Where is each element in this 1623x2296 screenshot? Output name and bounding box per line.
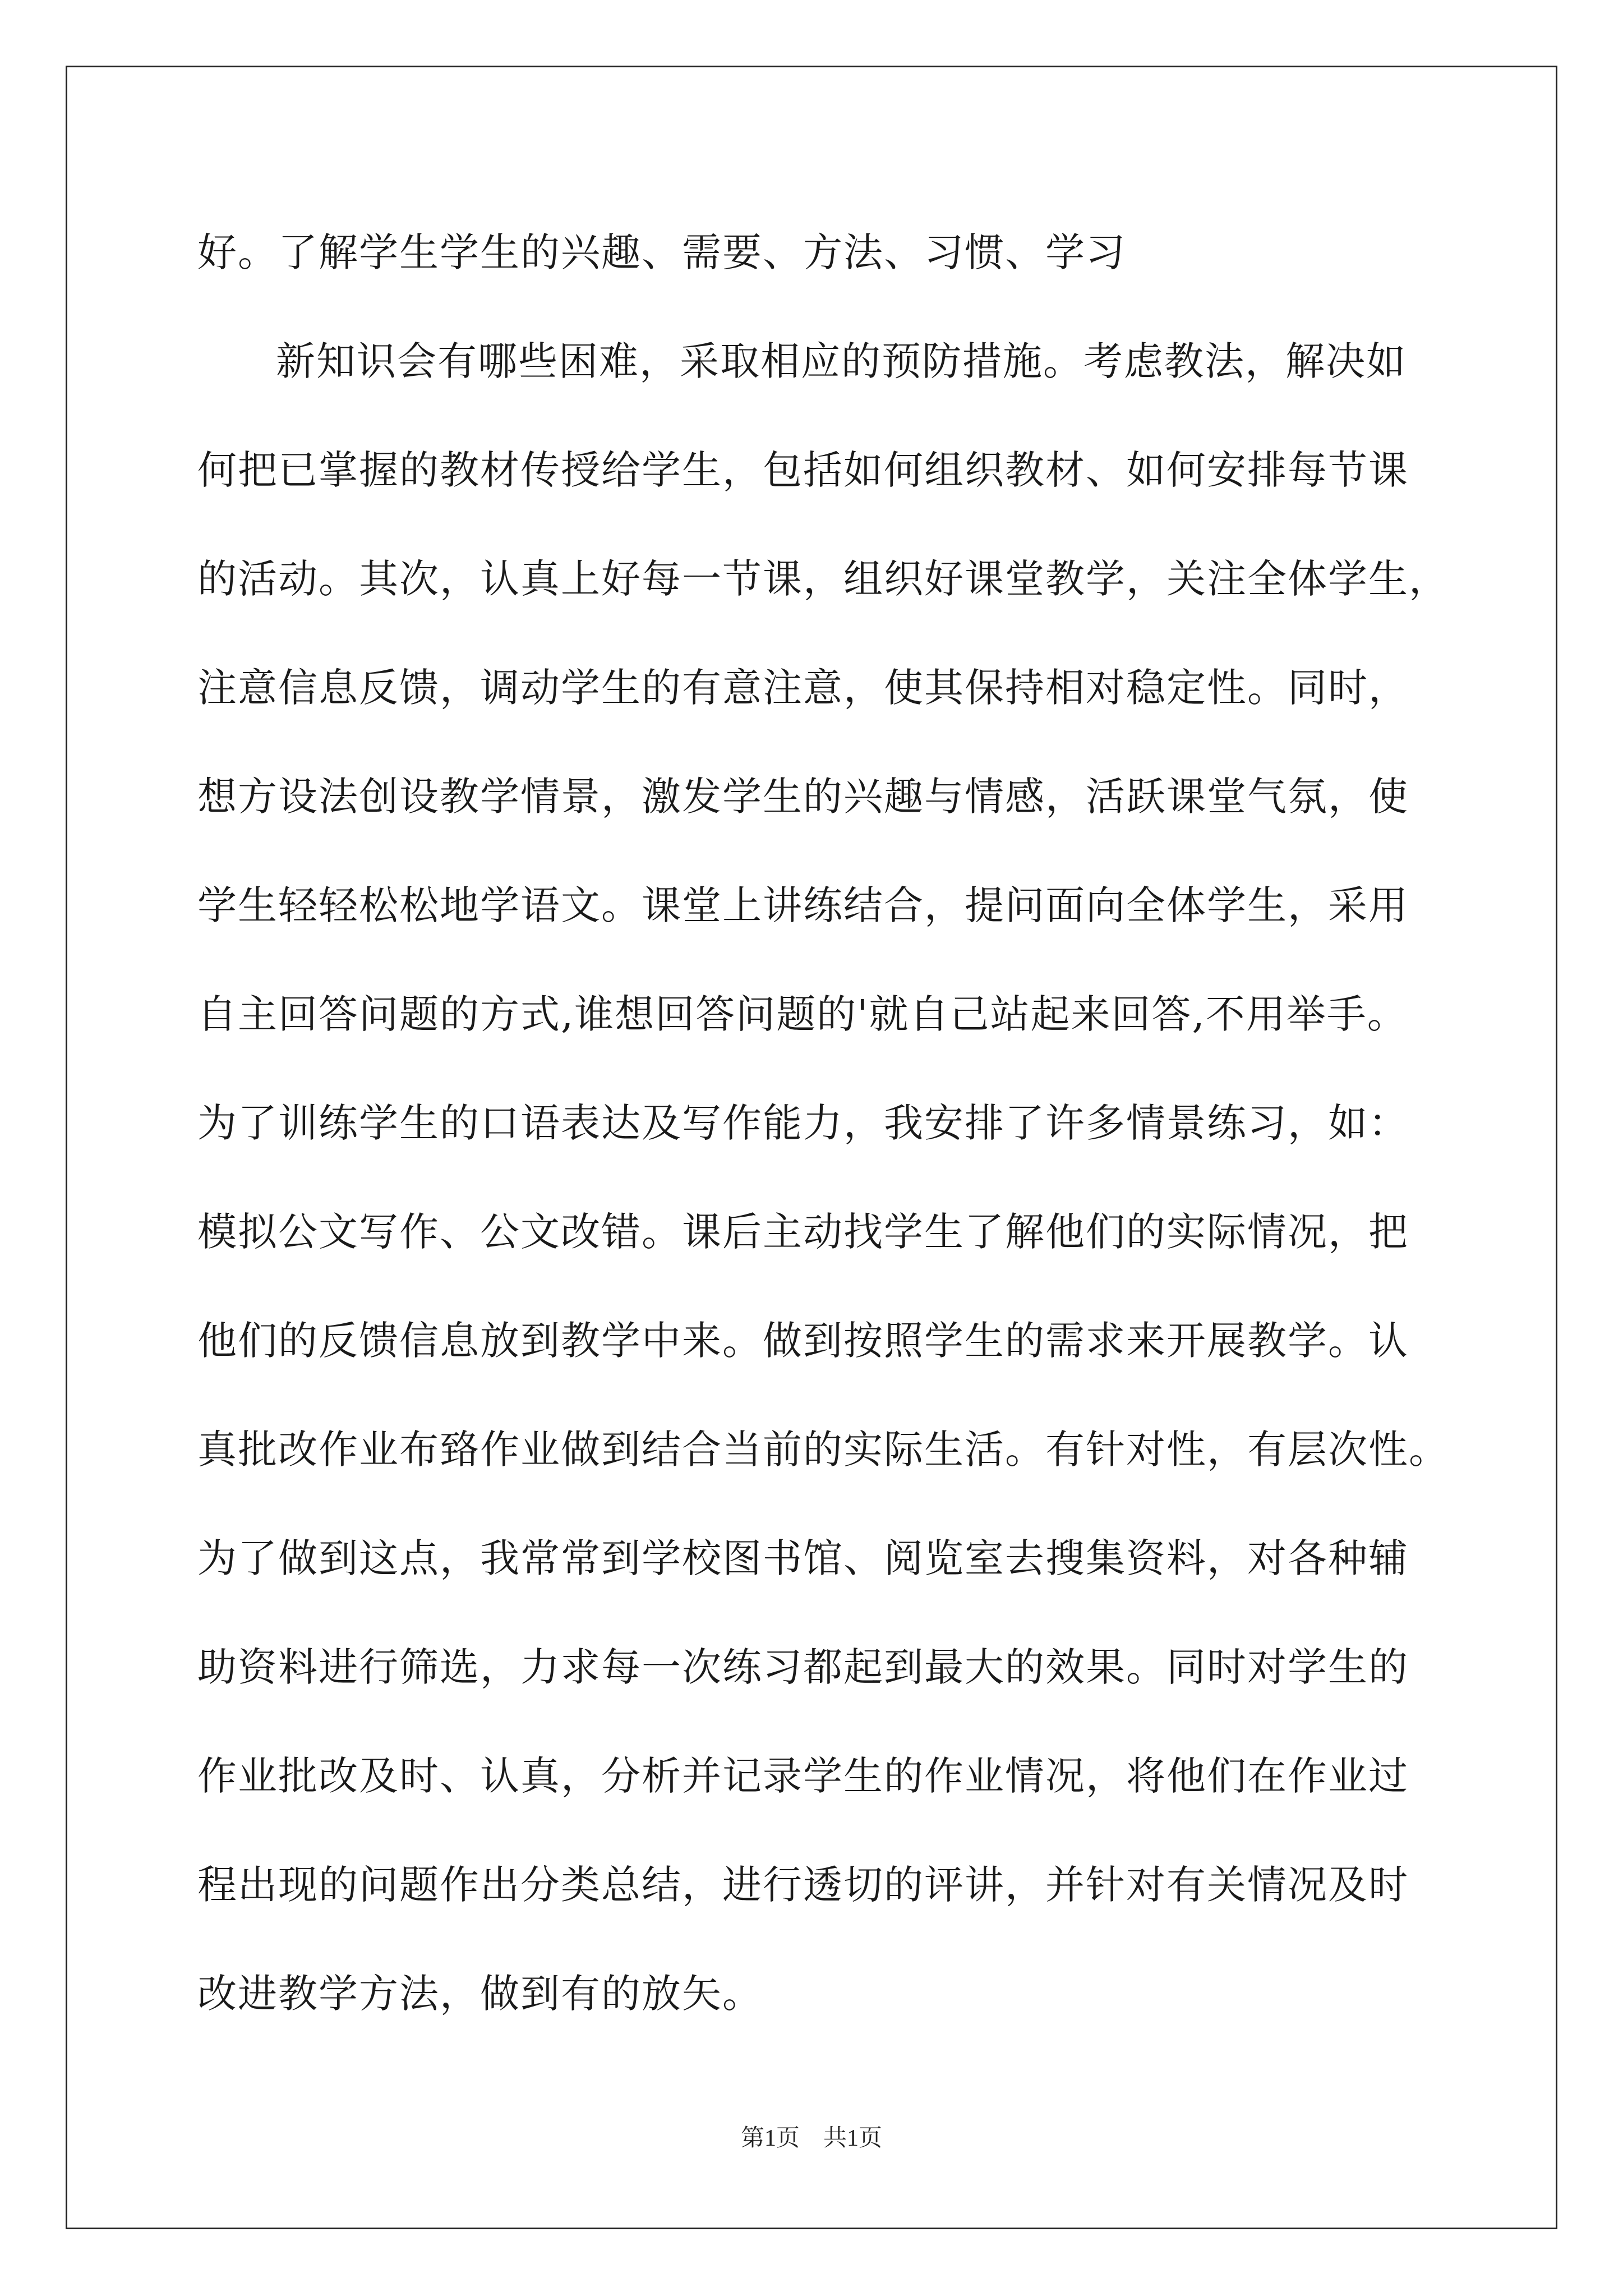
text-line: 学生轻轻松松地学语文。课堂上讲练结合，提问面向全体学生，采用 xyxy=(197,882,1409,928)
text-line: 改进教学方法，做到有的放矢。 xyxy=(197,1971,763,2017)
text-line: 为了训练学生的口语表达及写作能力，我安排了许多情景练习，如： xyxy=(197,1100,1409,1146)
text-line: 作业批改及时、认真，分析并记录学生的作业情况，将他们在作业过 xyxy=(197,1753,1409,1799)
text-line: 程出现的问题作出分类总结，进行透切的评讲，并针对有关情况及时 xyxy=(197,1862,1409,1908)
text-line: 自主回答问题的方式,谁想回答问题的'就自己站起来回答,不用举手。 xyxy=(197,991,1408,1037)
document-body xyxy=(197,213,1454,2063)
text-line: 真批改作业布臵作业做到结合当前的实际生活。有针对性，有层次性。 xyxy=(197,1427,1449,1473)
text-line: 注意信息反馈，调动学生的有意注意，使其保持相对稳定性。同时， xyxy=(197,665,1409,711)
page-number-footer: 第1页 共1页 xyxy=(740,2125,882,2151)
paragraph-first-line: 新知识会有哪些困难，采取相应的预防措施。考虑教法，解决如 xyxy=(276,338,1407,384)
text-line: 想方设法创设教学情景，激发学生的兴趣与情感，活跃课堂气氛，使 xyxy=(197,774,1409,820)
text-line: 他们的反馈信息放到教学中来。做到按照学生的需求来开展教学。认 xyxy=(197,1318,1409,1364)
text-line: 好。了解学生学生的兴趣、需要、方法、习惯、学习 xyxy=(197,229,1126,275)
text-line: 助资料进行筛选，力求每一次练习都起到最大的效果。同时对学生的 xyxy=(197,1644,1409,1690)
text-line: 的活动。其次，认真上好每一节课，组织好课堂教学，关注全体学生， xyxy=(197,556,1449,602)
text-line: 何把已掌握的教材传授给学生，包括如何组织教材、如何安排每节课 xyxy=(197,447,1409,493)
text-line: 模拟公文写作、公文改错。课后主动找学生了解他们的实际情况，把 xyxy=(197,1209,1409,1255)
text-line: 为了做到这点，我常常到学校图书馆、阅览室去搜集资料，对各种辅 xyxy=(197,1535,1409,1581)
